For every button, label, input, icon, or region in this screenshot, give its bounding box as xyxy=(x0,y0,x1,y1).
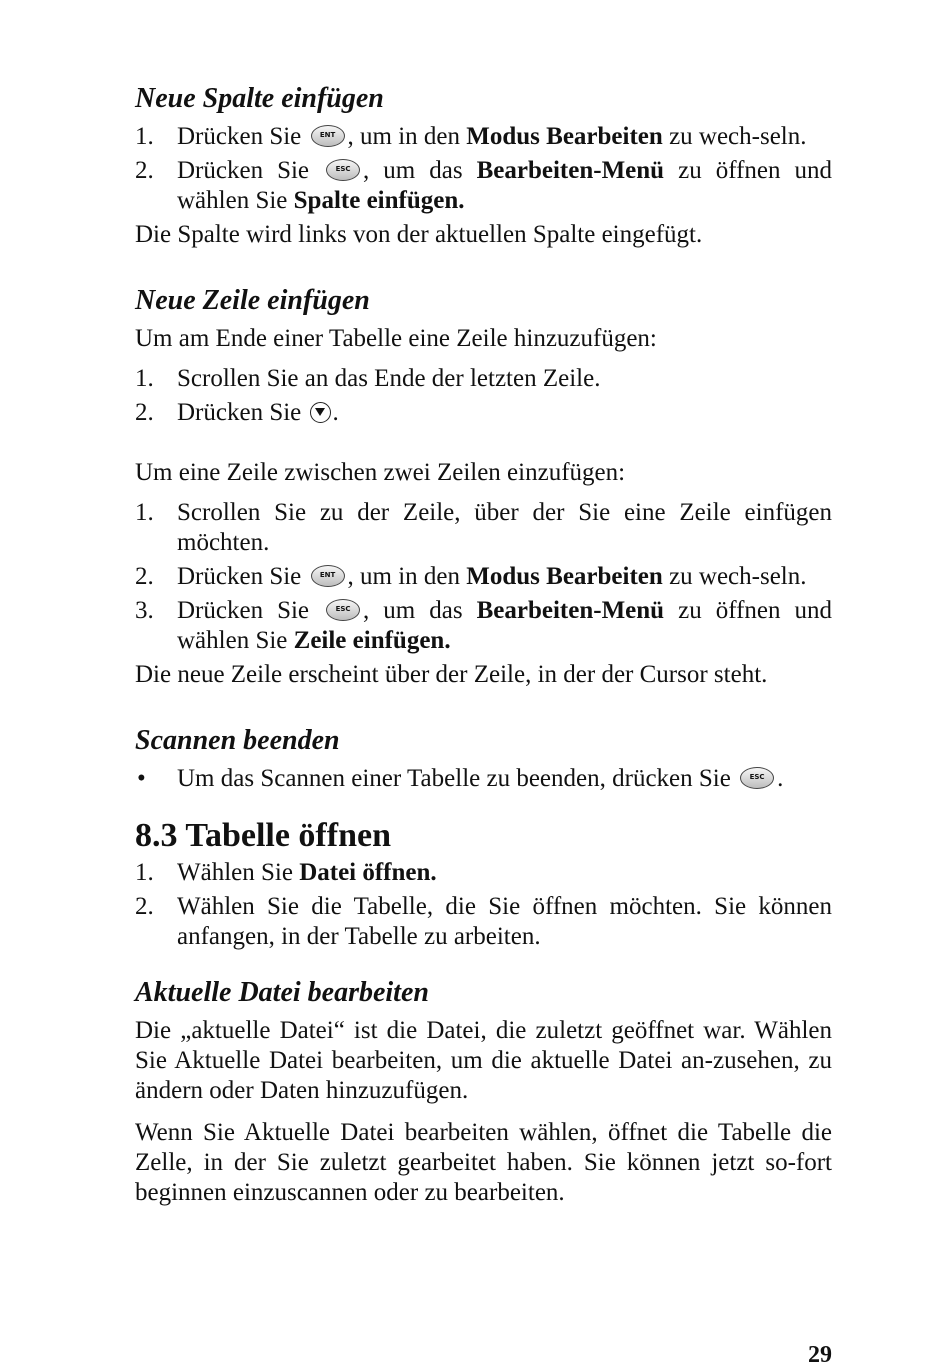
list-item: 2. Drücken Sie ESC , um das Bearbeiten-Menü zu öffnen und wählen Sie Spalte einfügen. xyxy=(135,157,833,214)
current-file-paragraph-1: Die „aktuelle Datei“ ist die Datei, die zuletzt geöffnet war. Wählen Sie Aktuelle Datei bearbeiten, um die aktuelle Datei an-zusehen, zu ändern oder Daten hinzuzufügen. xyxy=(135,1017,832,1104)
list-item: 3. Drücken Sie ESC , um das Bearbeiten-Menü zu öffnen und wählen Sie Zeile einfügen. xyxy=(135,597,833,654)
current-file-paragraph-2: Wenn Sie Aktuelle Datei bearbeiten wählen, öffnet die Tabelle die Zelle, in der Sie zuletzt gearbeitet haben. Sie können jetzt so-fort beginnen einzuscannen oder zu bearbeiten. xyxy=(135,1119,832,1206)
insert-row-intro-end: Um am Ende einer Tabelle eine Zeile hinzuzufügen: xyxy=(135,325,657,352)
esc-key-icon: ESC xyxy=(326,599,360,621)
heading-open-table: 8.3 Tabelle öffnen xyxy=(135,817,391,854)
list-item: 1. Scrollen Sie zu der Zeile, über der Sie eine Zeile einfügen möchten. xyxy=(135,499,832,556)
heading-insert-row: Neue Zeile einfügen xyxy=(135,285,370,316)
ent-key-icon: ENT xyxy=(311,125,345,147)
open-table-steps xyxy=(135,858,832,952)
down-arrow-key-icon xyxy=(310,402,331,423)
insert-row-intro-between: Um eine Zeile zwischen zwei Zeilen einzufügen: xyxy=(135,459,626,486)
insert-row-end-steps xyxy=(135,364,832,428)
list-item: 2. Drücken Sie ENT , um in den Modus Bearbeiten zu wech-seln. xyxy=(135,563,807,590)
heading-current-file: Aktuelle Datei bearbeiten xyxy=(135,977,429,1008)
esc-key-icon: ESC xyxy=(740,767,774,789)
esc-key-icon: ESC xyxy=(326,159,360,181)
insert-row-between-steps xyxy=(135,498,832,656)
list-item: • Um das Scannen einer Tabelle zu beenden, drücken Sie ESC . xyxy=(137,765,784,792)
list-item: 2. Drücken Sie . xyxy=(135,399,339,426)
page-number: 29 xyxy=(808,1342,832,1368)
heading-stop-scan: Scannen beenden xyxy=(135,725,340,756)
heading-insert-column: Neue Spalte einfügen xyxy=(135,83,384,114)
bullet-icon: • xyxy=(137,765,146,792)
page-body xyxy=(135,82,832,1208)
insert-column-note: Die Spalte wird links von der aktuellen Spalte eingefügt. xyxy=(135,221,703,248)
ent-key-icon: ENT xyxy=(311,565,345,587)
list-item: 1. Wählen Sie Datei öffnen. xyxy=(135,859,437,886)
insert-column-steps xyxy=(135,122,832,216)
insert-row-note: Die neue Zeile erscheint über der Zeile, in der der Cursor steht. xyxy=(135,661,768,688)
list-item: 1. Scrollen Sie an das Ende der letzten Zeile. xyxy=(135,365,601,392)
stop-scan-list xyxy=(135,764,832,794)
list-item: 2. Wählen Sie die Tabelle, die Sie öffnen möchten. Sie können anfangen, in der Tabelle zu arbeiten. xyxy=(135,893,832,950)
list-item: 1. Drücken Sie ENT , um in den Modus Bearbeiten zu wech-seln. xyxy=(135,123,807,150)
